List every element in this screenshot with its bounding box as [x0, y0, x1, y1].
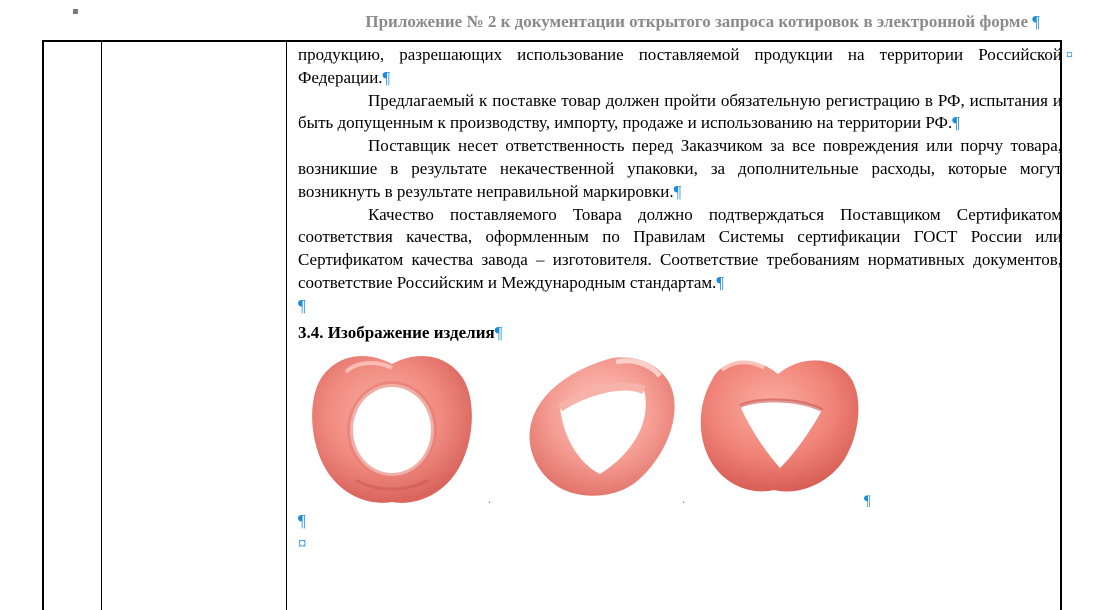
document-header — [0, 12, 1040, 32]
image-anchor-mark: . — [488, 492, 491, 507]
lip-ring-front-image — [306, 350, 478, 508]
pilcrow-mark: ¶ — [864, 493, 871, 510]
table-content-cell — [298, 44, 1062, 556]
lip-ring-side-image — [698, 350, 868, 500]
image-anchor-mark: . — [682, 492, 685, 507]
section-heading: 3.4. Изображение изделия¶ — [298, 322, 503, 342]
product-images — [298, 350, 1062, 510]
row-end-mark: ¤ — [1066, 48, 1073, 63]
paragraph-text: Поставщик несет ответственность перед Заказчиком за все повреждения или порчу товара, возникшие в результате некачественной упаковки, за дополнительные расходы, которые могут возникнуть в результате неправильной маркировки.¶ — [298, 136, 1062, 201]
lip-ring-angled-image — [520, 350, 680, 500]
empty-paragraph: ¶ — [298, 511, 306, 531]
paragraph-text: продукцию, разрешающих использование поставляемой продукции на территории Российской Федерации.¶ — [298, 45, 1062, 87]
table-column-divider — [286, 42, 287, 610]
pilcrow-mark: ¶ — [1032, 12, 1040, 31]
paragraph-text: Предлагаемый к поставке товар должен пройти обязательную регистрацию в РФ, испытания и быть допущенным к производству, импорту, продаже и использованию на территории РФ.¶ — [298, 90, 1062, 133]
table-column-divider — [101, 42, 102, 610]
paragraph-text: Качество поставляемого Товара должно подтверждаться Поставщиком Сертификатом соответствия качества, оформленным по Правилам Системы сертификации ГОСТ России или Сертификатом качества завода – изготовителя. Соответствие требованиям нормативных документов, соответствие Российским и Международным стандартам.¶ — [298, 204, 1062, 292]
header-title: Приложение № 2 к документации открытого запроса котировок в электронной форме — [365, 12, 1029, 31]
document-table — [42, 40, 1062, 610]
empty-paragraph: ¶ — [298, 295, 306, 315]
cell-end-mark: ¤ — [298, 534, 307, 554]
